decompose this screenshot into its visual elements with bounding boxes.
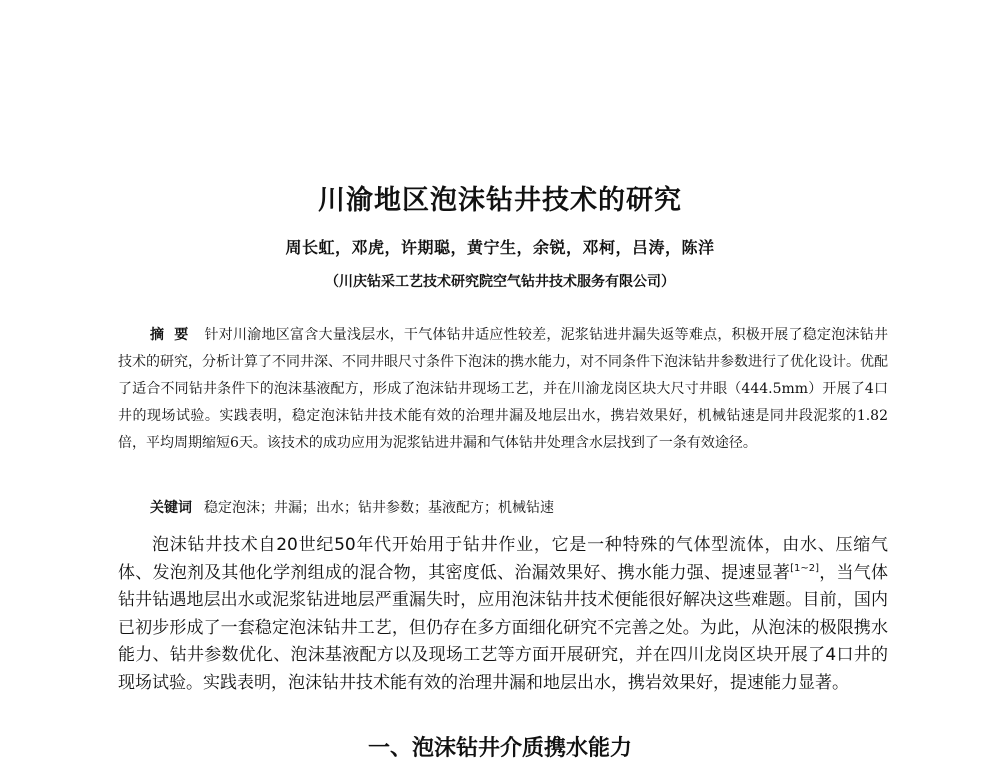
abstract-label: 摘要	[150, 327, 199, 343]
author-list: 周长虹，邓虎，许期聪，黄宁生，余锐，邓柯，吕涛，陈洋	[285, 238, 715, 257]
citation-reference[interactable]: [1~2]	[790, 562, 820, 574]
intro-text-part2: ，当气体钻井钻遇地层出水或泥浆钻进地层严重漏失时，应用泡沫钻井技术便能很好解决这些难题。目前，国内已初步形成了一套稳定泡沫钻井工艺，但仍存在多方面细化研究不完善之处。为此，从泡沫的极限携水能力、钻井参数优化、泡沫基液配方以及现场工艺等方面开展研究，并在四川龙岗区块开展了4口井的现场试验。实践表明，泡沫钻井技术能有效的治理井漏和地层出水，携岩效果好，提速能力显著。	[118, 562, 889, 693]
abstract-text: 针对川渝地区富含大量浅层水，干气体钻井适应性较差，泥浆钻进井漏失返等难点，积极开展了稳定泡沫钻井技术的研究，分析计算了不同井深、不同井眼尺寸条件下泡沫的携水能力，对不同条件下泡沫钻井参数进行了优化设计。优配了适合不同钻井条件下的泡沫基液配方，形成了泡沫钻井现场工艺，并在川渝龙岗区块大尺寸井眼（444.5mm）开展了4口井的现场试验。实践表明，稳定泡沫钻井技术能有效的治理井漏及地层出水，携岩效果好，机械钻速是同井段泥浆的1.82倍，平均周期缩短6天。该技术的成功应用为泥浆钻进井漏和气体钻井处理含水层找到了一条有效途径。	[118, 327, 889, 451]
introduction-paragraph	[118, 532, 888, 697]
abstract	[118, 322, 888, 457]
intro-text-part1: 泡沫钻井技术自20世纪50年代开始用于钻井作业，它是一种特殊的气体型流体，由水、压缩气体、发泡剂及其他化学剂组成的混合物，其密度低、治漏效果好、携水能力强、提速显著	[118, 535, 888, 583]
keywords-text: 稳定泡沫；井漏；出水；钻井参数；基液配方；机械钻速	[204, 500, 554, 516]
keywords	[150, 497, 890, 519]
paper-title: 川渝地区泡沫钻井技术的研究	[318, 185, 682, 216]
section-heading: 一、泡沫钻井介质携水能力	[367, 736, 632, 761]
author-affiliation: （川庆钻采工艺技术研究院空气钻井技术服务有限公司）	[325, 274, 675, 290]
keywords-label: 关键词	[150, 500, 192, 516]
